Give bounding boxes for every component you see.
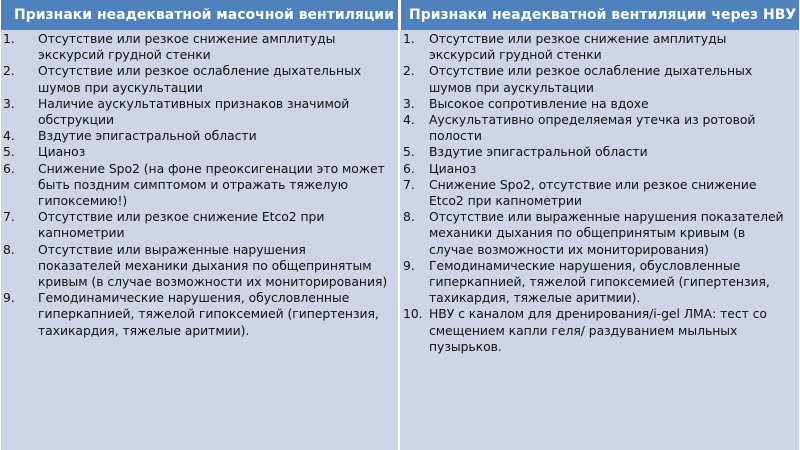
list-item [401, 258, 799, 307]
list-item [401, 161, 799, 177]
list-item [1, 290, 398, 339]
item-number: 1. [3, 31, 15, 46]
list-item [401, 112, 799, 144]
list-item [401, 144, 799, 160]
list-item [1, 96, 398, 128]
item-number: 6. [3, 160, 15, 176]
item-number: 9. [403, 257, 415, 273]
mask-ventilation-signs-cell [1, 31, 398, 339]
header-supraglottic-ventilation: Признаки неадекватной вентиляции через НВУ [409, 7, 797, 23]
item-text: Вздутие эпигастральной области [38, 128, 257, 144]
item-number: 3. [403, 95, 415, 111]
item-text: Отсутствие или резкое снижение амплитуды экскурсий грудной стенки [38, 31, 336, 63]
item-number: 7. [403, 176, 415, 192]
list-item [401, 96, 799, 112]
item-number: 1. [403, 31, 415, 46]
item-number: 10. [403, 306, 423, 322]
supraglottic-ventilation-signs-list [401, 31, 799, 355]
item-number: 8. [403, 209, 415, 225]
list-item [401, 63, 799, 95]
item-text: Отсутствие или выраженные нарушения показателей механики дыхания по общепринятым кривым (в случае возможности их мониторирования) [429, 209, 784, 257]
column-divider [398, 30, 400, 450]
item-text: Отсутствие или резкое снижение амплитуды экскурсий грудной стенки [429, 31, 727, 63]
list-item [1, 209, 398, 241]
supraglottic-ventilation-signs-cell [401, 31, 799, 355]
item-text: Отсутствие или выраженные нарушения показателей механики дыхания по общепринятым кривым (в случае возможности их мониторирования) [38, 241, 388, 290]
item-text: НВУ с каналом для дренирования/i-gel ЛМА: тест со смещением капли геля/ раздуванием мыльных пузырьков. [429, 306, 767, 354]
item-text: Гемодинамические нарушения, обусловленные гиперкапнией, тяжелой гипоксемией (гипертензия, тахикардия, тяжелые аритмии). [38, 290, 379, 338]
item-number: 8. [3, 241, 15, 257]
list-item [401, 31, 799, 63]
item-text: Отсутствие или резкое ослабление дыхательных шумов при аускультации [38, 63, 362, 95]
item-text: Гемодинамические нарушения, обусловленные гиперкапнией, тяжелой гипоксемией (гипертензия, тахикардия, тяжелые аритмии). [429, 257, 770, 306]
item-text: Цианоз [429, 160, 477, 176]
item-number: 6. [403, 160, 415, 176]
item-text: Наличие аускультативных признаков значимой обструкции [38, 95, 350, 128]
item-number: 4. [3, 128, 15, 144]
item-number: 2. [403, 63, 415, 79]
item-text: Отсутствие или резкое снижение Etco2 при капнометрии [38, 209, 325, 241]
item-number: 7. [3, 209, 15, 225]
item-text: Аускультативно определяемая утечка из ротовой полости [429, 112, 756, 144]
item-text: Цианоз [38, 144, 86, 160]
mask-ventilation-signs-list [1, 31, 398, 339]
item-number: 5. [403, 144, 415, 160]
list-item [1, 128, 398, 144]
item-text: Отсутствие или резкое ослабление дыхательных шумов при аускультации [429, 63, 753, 95]
item-number: 9. [3, 290, 15, 306]
list-item [1, 31, 398, 63]
list-item [401, 209, 799, 258]
table-header-row [1, 0, 799, 30]
item-text: Снижение Spo2 (на фоне преоксигенации это может быть поздним симптомом и отражать тяжелую гипоксемию!) [38, 160, 385, 209]
list-item [401, 177, 799, 209]
item-text: Вздутие эпигастральной области [429, 144, 648, 160]
list-item [401, 306, 799, 355]
item-number: 2. [3, 63, 15, 79]
header-mask-ventilation: Признаки неадекватной масочной вентиляции [14, 7, 394, 23]
item-text: Снижение Spo2, отсутствие или резкое снижение Etco2 при капнометрии [429, 176, 757, 209]
list-item [1, 242, 398, 291]
list-item [1, 63, 398, 95]
list-item [1, 144, 398, 160]
item-text: Высокое сопротивление на вдохе [429, 95, 649, 111]
item-number: 5. [3, 144, 15, 160]
item-number: 3. [3, 95, 15, 111]
list-item [1, 161, 398, 210]
item-number: 4. [403, 112, 415, 128]
